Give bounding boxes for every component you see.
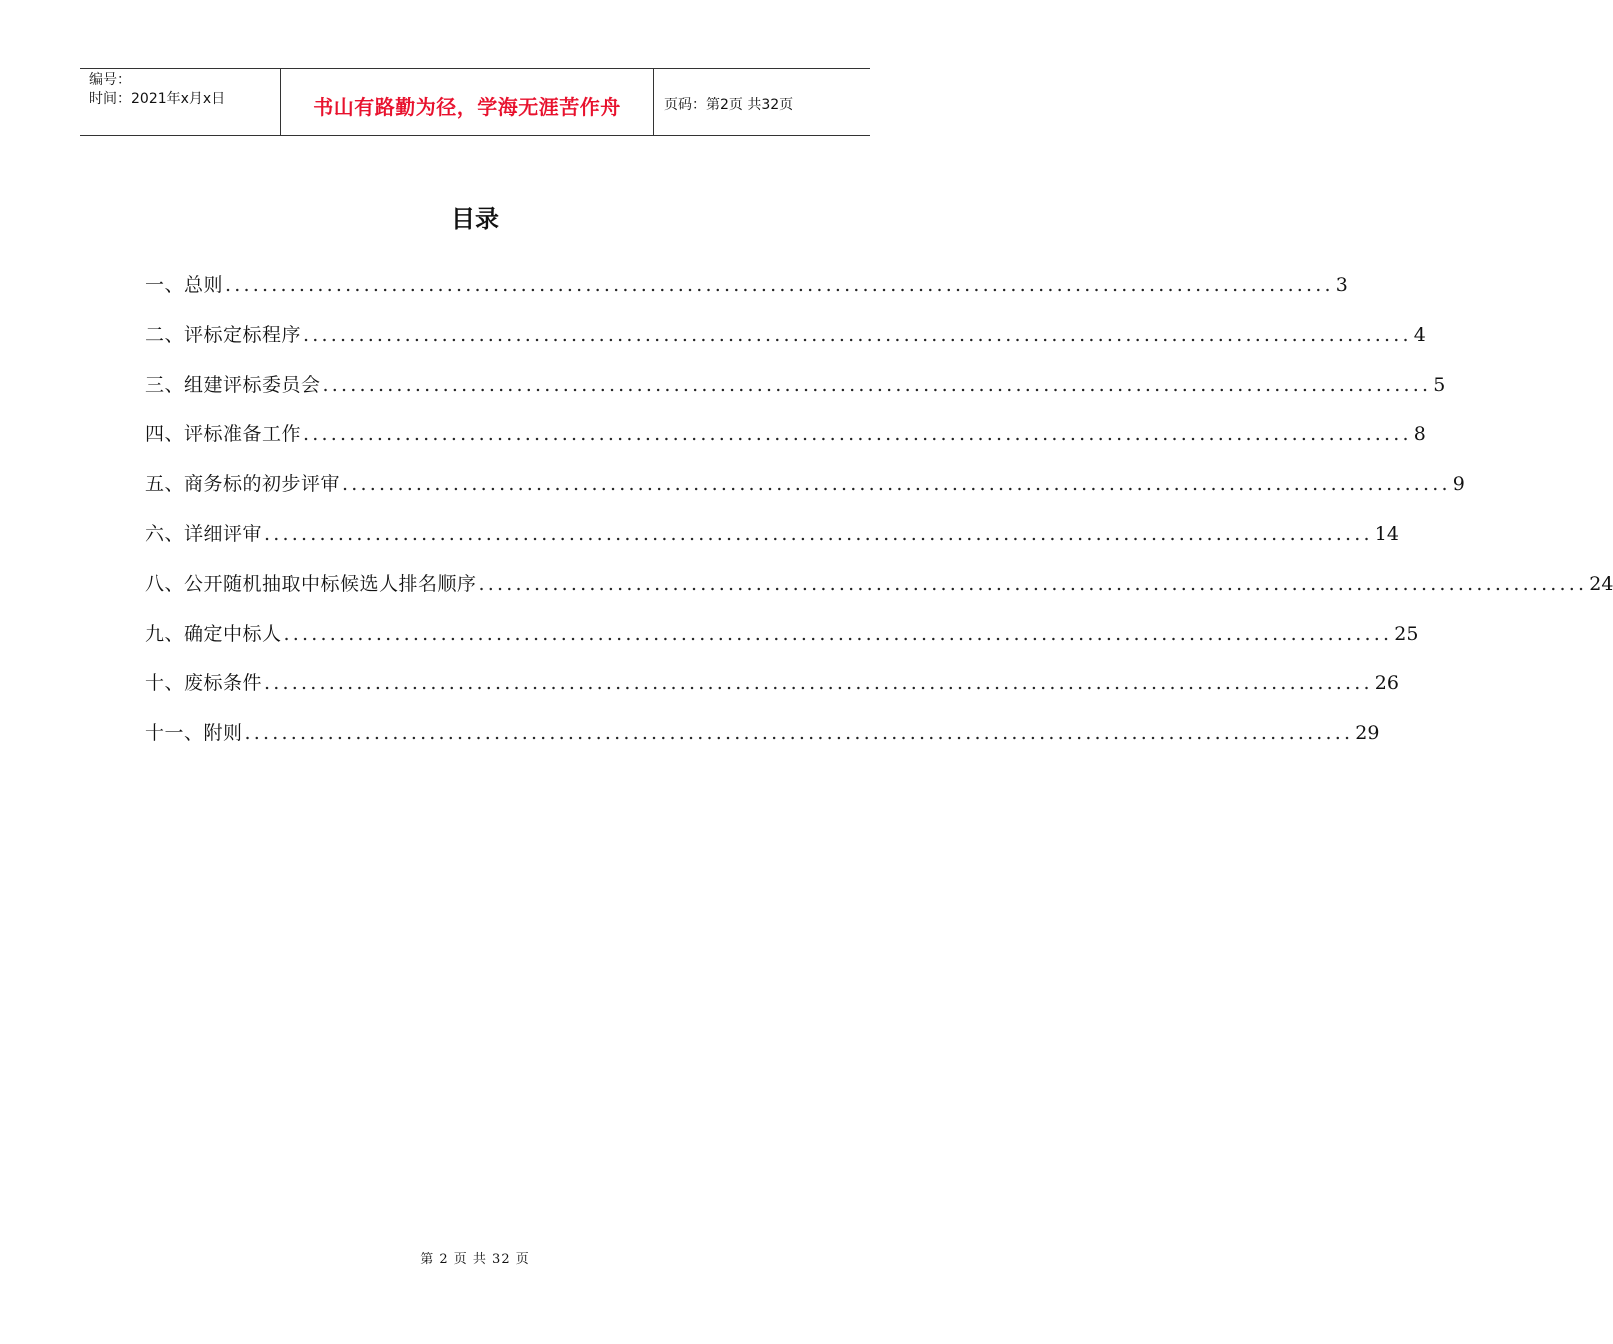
header-motto: 书山有路勤为径，学海无涯苦作舟 bbox=[313, 94, 621, 119]
toc-leader-dots: ........................................................................................................................ bbox=[264, 522, 1373, 545]
toc-item[interactable] bbox=[145, 318, 1426, 368]
toc-item-page: 4 bbox=[1413, 323, 1426, 346]
toc-item-page: 5 bbox=[1433, 373, 1446, 396]
toc-leader-dots: ........................................................................................................................ bbox=[244, 722, 1354, 745]
toc-leader-dots: ........................................................................................................................ bbox=[264, 672, 1373, 695]
toc-item[interactable] bbox=[145, 268, 1348, 318]
toc-item[interactable] bbox=[145, 467, 1465, 517]
toc-item-label: 六、详细评审 bbox=[145, 522, 263, 545]
toc-item-label: 九、确定中标人 bbox=[145, 622, 282, 645]
toc-item-page: 14 bbox=[1374, 522, 1399, 545]
toc-title: 目录 bbox=[451, 205, 499, 233]
table-of-contents bbox=[145, 268, 1613, 766]
toc-item-page: 24 bbox=[1589, 572, 1613, 595]
toc-item[interactable] bbox=[145, 517, 1399, 567]
toc-leader-dots: ........................................................................................................................ bbox=[283, 622, 1393, 645]
toc-leader-dots: ........................................................................................................................ bbox=[303, 323, 1412, 346]
toc-item-label: 十一、附则 bbox=[145, 722, 243, 745]
page-header bbox=[80, 68, 870, 136]
toc-item[interactable] bbox=[145, 368, 1446, 418]
page-footer: 第 2 页 共 32 页 bbox=[420, 1252, 530, 1267]
toc-item-label: 八、公开随机抽取中标候选人排名顺序 bbox=[145, 572, 477, 595]
header-page-info: 页码：第2页 共32页 bbox=[664, 97, 794, 113]
toc-item-label: 四、评标准备工作 bbox=[145, 423, 302, 446]
toc-item-label: 二、评标定标程序 bbox=[145, 323, 302, 346]
header-motto-cell bbox=[281, 69, 654, 135]
toc-item[interactable] bbox=[145, 417, 1426, 467]
toc-item-page: 25 bbox=[1394, 622, 1419, 645]
toc-item[interactable] bbox=[145, 617, 1419, 667]
toc-item-label: 三、组建评标委员会 bbox=[145, 373, 321, 396]
toc-item-page: 3 bbox=[1335, 274, 1348, 296]
document-time-label: 时间：2021年x月x日 bbox=[89, 91, 226, 107]
toc-leader-dots: ........................................................................................................................ bbox=[225, 274, 1334, 296]
header-meta-cell bbox=[80, 69, 281, 135]
document-number-label: 编号： bbox=[89, 72, 131, 88]
toc-item[interactable] bbox=[145, 567, 1613, 617]
toc-leader-dots: ........................................................................................................................ bbox=[303, 423, 1412, 446]
toc-item-page: 26 bbox=[1374, 672, 1399, 695]
toc-item-page: 29 bbox=[1355, 722, 1380, 745]
toc-item-page: 9 bbox=[1452, 473, 1465, 496]
toc-item[interactable] bbox=[145, 716, 1380, 766]
toc-item-label: 五、商务标的初步评审 bbox=[145, 473, 341, 496]
toc-item-page: 8 bbox=[1413, 423, 1426, 446]
toc-leader-dots: ........................................................................................................................ bbox=[342, 473, 1451, 496]
header-page-cell bbox=[654, 69, 870, 135]
toc-item-label: 十、废标条件 bbox=[145, 672, 263, 695]
toc-item-label: 一、总则 bbox=[145, 274, 224, 296]
toc-item[interactable] bbox=[145, 666, 1399, 716]
toc-leader-dots: ........................................................................................................................ bbox=[478, 572, 1588, 595]
toc-leader-dots: ........................................................................................................................ bbox=[322, 373, 1432, 396]
